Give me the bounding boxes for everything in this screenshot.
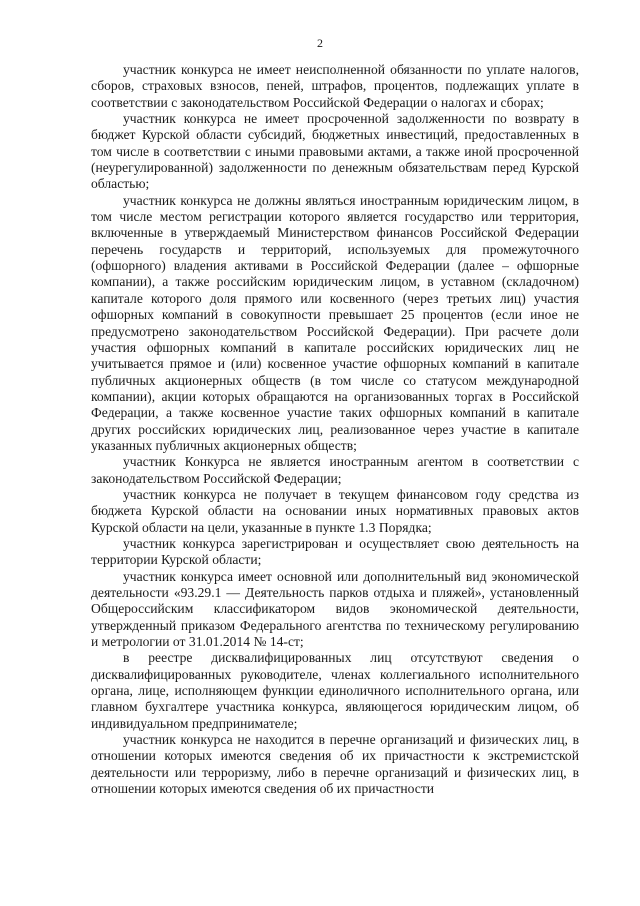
paragraph-overdue-debt: участник конкурса не имеет просроченной задолженности по возврату в бюджет Курской области субсидий, бюджетных инвестиций, предоставленных в том числе в соответствии с иными правовыми актами, а также иной просроченной (неурегулированной) задолженности по денежным обязательствам перед Курской областью;	[91, 111, 579, 192]
paragraph-registration: участник конкурса зарегистрирован и осуществляет свою деятельность на территории Курской области;	[91, 535, 579, 568]
paragraph-offshore-companies: участник конкурса не должны являться иностранным юридическим лицом, в том числе местом регистрации которого является государство или территория, включенные в утверждаемый Министерством финансов Российской Федерации перечень государств и территорий, используемых для промежуточного (офшорного) владения активами в Российской Федерации (далее – офшорные компании), а также российским юридическим лицом, в уставном (складочном) капитале которого доля прямого или косвенного (через третьих лиц) участия офшорных компаний в совокупности превышает 25 процентов (если иное не предусмотрено законодательством Российской Федерации). При расчете доли участия офшорных компаний в капитале российских юридических лиц не учитывается прямое и (или) косвенное участие офшорных компаний в капитале публичных акционерных обществ (в том числе со статусом международной компании), акции которых обращаются на организованных торгах в Российской Федерации, а также косвенное участие таких офшорных компаний в капитале других российских юридических лиц, реализованное через участие в капитале указанных публичных акционерных обществ;	[91, 192, 579, 453]
paragraph-extremism-list: участник конкурса не находится в перечне организаций и физических лиц, в отношении которых имеются сведения об их причастности к экстремистской деятельности или терроризму, либо в перечне организаций и физических лиц, в отношении которых имеются сведения об их причастности	[91, 732, 579, 797]
document-body	[91, 62, 579, 797]
paragraph-foreign-agent: участник Конкурса не является иностранным агентом в соответствии с законодательством Российской Федерации;	[91, 454, 579, 486]
paragraph-economic-activity: участник конкурса имеет основной или дополнительный вид экономической деятельности «93.29.1 — Деятельность парков отдыха и пляжей», установленный Общероссийским классификатором видов экономической деятельности, утвержденный приказом Федерального агентства по техническому регулированию и метрологии от 31.01.2014 № 14-ст;	[91, 568, 579, 650]
paragraph-disqualified-persons: в реестре дисквалифицированных лиц отсутствуют сведения о дисквалифицированных руководителе, членах коллегиального исполнительного органа, лице, исполняющем функции единоличного исполнительного органа, или главном бухгалтере участника конкурса, являющегося юридическим лицом, об индивидуальном предпринимателе;	[91, 650, 579, 731]
paragraph-tax-obligations: участник конкурса не имеет неисполненной обязанности по уплате налогов, сборов, страховых взносов, пеней, штрафов, процентов, подлежащих уплате в соответствии с законодательством Российской Федерации о налогах и сборах;	[91, 62, 579, 110]
page-number: 2	[317, 36, 323, 50]
paragraph-other-budget-funds: участник конкурса не получает в текущем финансовом году средства из бюджета Курской области на основании иных нормативных правовых актов Курской области на цели, указанные в пункте 1.3 Порядка;	[91, 486, 579, 535]
